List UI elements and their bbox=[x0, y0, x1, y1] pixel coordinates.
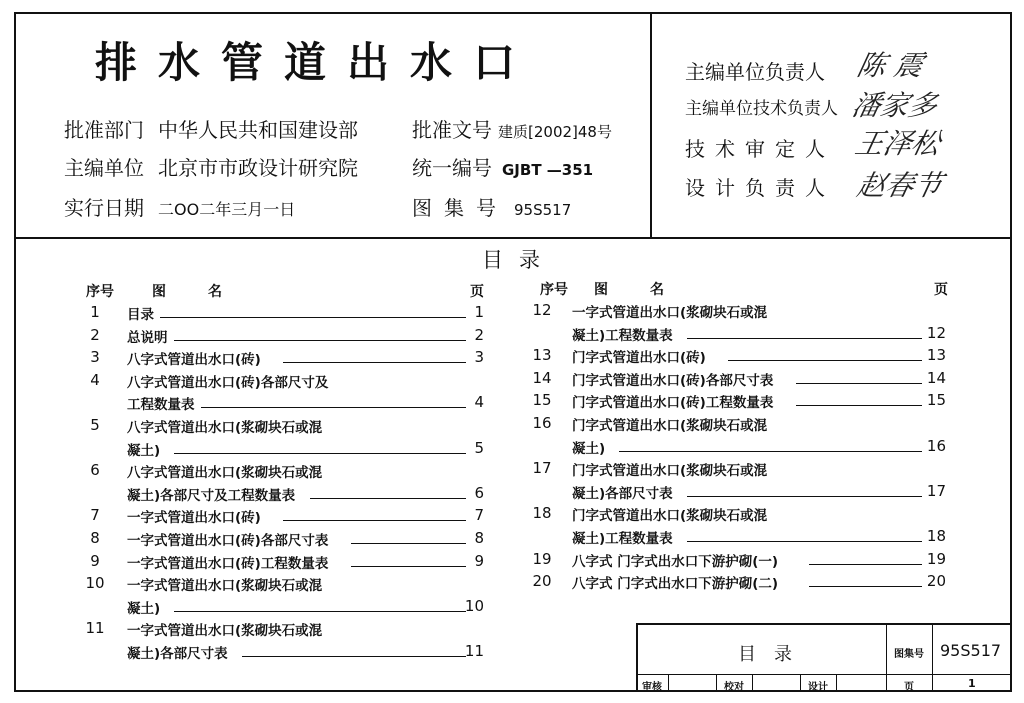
toc-item-page: 14 bbox=[926, 368, 946, 387]
toc-item-title-line: 凝土)各部尺寸及工程数量表 bbox=[127, 487, 296, 504]
unified-no bbox=[412, 152, 593, 181]
toc-item-page: 2 bbox=[474, 325, 484, 344]
toc-leader-line bbox=[174, 453, 466, 454]
toc-leader-line bbox=[351, 543, 466, 544]
right-col-name-header: 图名 bbox=[594, 282, 706, 298]
toc-item-page: 10 bbox=[464, 596, 484, 615]
left-col-name-header: 图名 bbox=[152, 284, 264, 300]
toc-item-title-line: 门字式管道出水口(浆砌块石或混 bbox=[572, 463, 768, 480]
toc-item-title-line: 门字式管道出水口(浆砌块石或混 bbox=[572, 418, 768, 434]
toc-leader-line bbox=[174, 611, 466, 612]
toc-item-title-line: 八字式 门字式出水口下游护砌(一) bbox=[572, 553, 779, 570]
unified-no-value: GJBT —351 bbox=[502, 161, 594, 179]
toc-leader-line bbox=[809, 564, 922, 565]
toc-leader-line bbox=[728, 360, 922, 361]
toc-leader-line bbox=[174, 340, 466, 341]
toc-item-no: 15 bbox=[532, 391, 552, 410]
toc-item-page: 19 bbox=[926, 549, 946, 568]
toc-leader-line bbox=[242, 656, 466, 657]
tb-atlas-sep2 bbox=[932, 623, 933, 692]
toc-item-title-line: 八字式管道出水口(砖)各部尺寸及 bbox=[127, 374, 329, 391]
tb-name: 目录 bbox=[738, 644, 810, 665]
tb-sep-a bbox=[668, 674, 669, 692]
toc-item-title-line: 工程数量表 bbox=[127, 397, 195, 414]
toc-item-page: 1 bbox=[474, 303, 484, 321]
header-divider-horizontal bbox=[14, 237, 1012, 239]
toc-item-page: 20 bbox=[926, 572, 946, 591]
toc-item-no: 12 bbox=[532, 301, 552, 319]
toc-item-title-line: 总说明 bbox=[127, 329, 168, 346]
toc-item-no: 11 bbox=[85, 619, 105, 638]
approval-doc-label: 批准文号 bbox=[412, 118, 492, 142]
toc-leader-line bbox=[687, 338, 922, 339]
tb-atlas-sep bbox=[886, 623, 887, 692]
toc-item-title-line: 凝土) bbox=[127, 442, 161, 459]
toc-item-no: 18 bbox=[532, 504, 552, 523]
tb-design-label: 设计 bbox=[808, 682, 828, 693]
toc-item-title-line: 八字式管道出水口(砖) bbox=[127, 352, 261, 369]
signature-1: 陈 震 bbox=[854, 49, 927, 82]
toc-item-no: 8 bbox=[90, 529, 100, 547]
toc-item-page: 3 bbox=[474, 348, 484, 367]
toc-item-title-line: 八字式管道出水口(浆砌块石或混 bbox=[127, 420, 323, 436]
effective-date-label: 实行日期 bbox=[64, 196, 144, 220]
toc-item-title-line: 门字式管道出水口(砖)各部尺寸表 bbox=[572, 372, 774, 389]
toc-item-no: 14 bbox=[532, 368, 552, 387]
approval-doc-value: 建质[2002]48号 bbox=[498, 123, 612, 141]
header-divider-vertical bbox=[650, 12, 652, 238]
toc-item-title-line: 目录 bbox=[127, 307, 154, 323]
toc-item-page: 9 bbox=[474, 551, 484, 570]
toc-item-no: 6 bbox=[90, 461, 100, 480]
approval-doc bbox=[412, 114, 612, 143]
toc-item-title-line: 凝土) bbox=[572, 440, 606, 457]
toc-item-no: 1 bbox=[90, 303, 100, 321]
toc-item-no: 20 bbox=[532, 572, 552, 591]
toc-item-title-line: 一字式管道出水口(砖)工程数量表 bbox=[127, 555, 329, 572]
approval-dept-label: 批准部门 bbox=[64, 118, 144, 142]
toc-item-title-line: 一字式管道出水口(浆砌块石或混 bbox=[572, 305, 768, 321]
toc-leader-line bbox=[796, 383, 922, 384]
toc-item-no: 16 bbox=[532, 414, 552, 432]
toc-item-no: 3 bbox=[90, 348, 100, 367]
effective-date bbox=[64, 192, 295, 221]
tb-left-line bbox=[636, 623, 638, 692]
tb-page-value: 1 bbox=[968, 677, 976, 690]
toc-item-no: 7 bbox=[90, 506, 100, 525]
toc-leader-line bbox=[283, 520, 466, 521]
toc-item-page: 16 bbox=[926, 436, 946, 455]
signature-2: 潘家多 bbox=[849, 89, 941, 122]
toc-leader-line bbox=[351, 566, 466, 567]
toc-leader-line bbox=[619, 451, 922, 452]
left-col-page-header: 页 bbox=[470, 284, 484, 300]
toc-leader-line bbox=[310, 498, 466, 499]
toc-item-title-line: 门字式管道出水口(砖) bbox=[572, 350, 706, 367]
toc-item-no: 5 bbox=[90, 416, 100, 434]
toc-item-page: 13 bbox=[926, 346, 946, 365]
tb-top-line bbox=[636, 623, 1012, 625]
tb-atlas-label: 图集号 bbox=[894, 649, 924, 660]
toc-leader-line bbox=[283, 362, 466, 363]
toc-item-title-line: 门字式管道出水口(砖)工程数量表 bbox=[572, 395, 774, 412]
editor-unit-value: 北京市市政设计研究院 bbox=[158, 156, 358, 180]
toc-item-page: 17 bbox=[926, 481, 946, 500]
toc-item-title-line: 一字式管道出水口(浆砌块石或混 bbox=[127, 578, 323, 595]
toc-leader-line bbox=[809, 586, 922, 587]
toc-item-page: 18 bbox=[926, 527, 946, 545]
right-col-page-header: 页 bbox=[934, 282, 948, 298]
signature-4: 赵春节 bbox=[854, 169, 946, 202]
toc-leader-line bbox=[687, 496, 922, 497]
right-col-no-header: 序号 bbox=[540, 282, 568, 298]
left-col-no-header: 序号 bbox=[86, 284, 114, 300]
toc-item-no: 9 bbox=[90, 551, 100, 570]
toc-leader-line bbox=[160, 317, 466, 318]
toc-item-page: 8 bbox=[474, 529, 484, 547]
approval-dept bbox=[64, 114, 358, 143]
toc-item-page: 4 bbox=[474, 393, 484, 412]
toc-item-page: 12 bbox=[926, 323, 946, 342]
tb-atlas-value: 95S517 bbox=[940, 641, 1002, 660]
toc-leader-line bbox=[201, 407, 466, 408]
atlas-no-value: 95S517 bbox=[514, 201, 572, 219]
sig-role-1: 主编单位负责人 bbox=[685, 60, 825, 84]
tb-check-label: 校对 bbox=[724, 682, 744, 693]
toc-item-page: 7 bbox=[474, 506, 484, 525]
toc-item-no: 19 bbox=[532, 549, 552, 568]
toc-item-title-line: 凝土) bbox=[127, 600, 161, 617]
signature-3: 王泽松 bbox=[852, 127, 944, 160]
toc-item-title-line: 八字式管道出水口(浆砌块石或混 bbox=[127, 465, 323, 482]
tb-page-label: 页 bbox=[904, 682, 914, 693]
toc-item-title-line: 门字式管道出水口(浆砌块石或混 bbox=[572, 508, 768, 525]
toc-item-no: 13 bbox=[532, 346, 552, 365]
toc-item-page: 11 bbox=[464, 642, 484, 660]
tb-review-label: 审核 bbox=[642, 682, 662, 693]
tb-sep-d bbox=[800, 674, 801, 692]
toc-item-title-line: 一字式管道出水口(砖) bbox=[127, 510, 261, 527]
toc-item-title-line: 凝土)各部尺寸表 bbox=[127, 646, 228, 662]
toc-item-page: 6 bbox=[474, 483, 484, 502]
toc-item-page: 15 bbox=[926, 391, 946, 410]
page-title: 排水管道出水口 bbox=[95, 38, 537, 87]
toc-item-title-line: 凝土)各部尺寸表 bbox=[572, 485, 673, 502]
approval-dept-value: 中华人民共和国建设部 bbox=[158, 118, 358, 142]
tb-mid-line bbox=[636, 674, 1012, 675]
tb-sep-c bbox=[752, 674, 753, 692]
effective-date-value: 二OO二年三月一日 bbox=[158, 200, 296, 219]
editor-unit-label: 主编单位 bbox=[64, 156, 144, 180]
toc-leader-line bbox=[687, 541, 922, 542]
toc-item-title-line: 凝土)工程数量表 bbox=[572, 531, 673, 547]
unified-no-label: 统一编号 bbox=[412, 156, 492, 180]
toc-item-title-line: 一字式管道出水口(砖)各部尺寸表 bbox=[127, 533, 329, 549]
tb-sep-e bbox=[836, 674, 837, 692]
toc-item-no: 2 bbox=[90, 325, 100, 344]
atlas-no-label: 图集号 bbox=[412, 196, 508, 220]
tb-sep-b bbox=[716, 674, 717, 692]
toc-title: 目录 bbox=[482, 248, 556, 272]
toc-item-title-line: 凝土)工程数量表 bbox=[572, 327, 673, 344]
toc-item-page: 5 bbox=[474, 438, 484, 457]
atlas-no bbox=[412, 192, 571, 221]
toc-item-no: 17 bbox=[532, 459, 552, 478]
toc-item-title-line: 一字式管道出水口(浆砌块石或混 bbox=[127, 623, 323, 640]
toc-item-no: 10 bbox=[85, 574, 105, 593]
sig-role-3: 技术审定人 bbox=[685, 137, 835, 161]
toc-item-title-line: 八字式 门字式出水口下游护砌(二) bbox=[572, 576, 779, 593]
editor-unit bbox=[64, 152, 358, 181]
toc-item-no: 4 bbox=[90, 370, 100, 389]
toc-leader-line bbox=[796, 405, 922, 406]
sig-role-2: 主编单位技术负责人 bbox=[685, 99, 838, 119]
sig-role-4: 设计负责人 bbox=[685, 176, 835, 200]
